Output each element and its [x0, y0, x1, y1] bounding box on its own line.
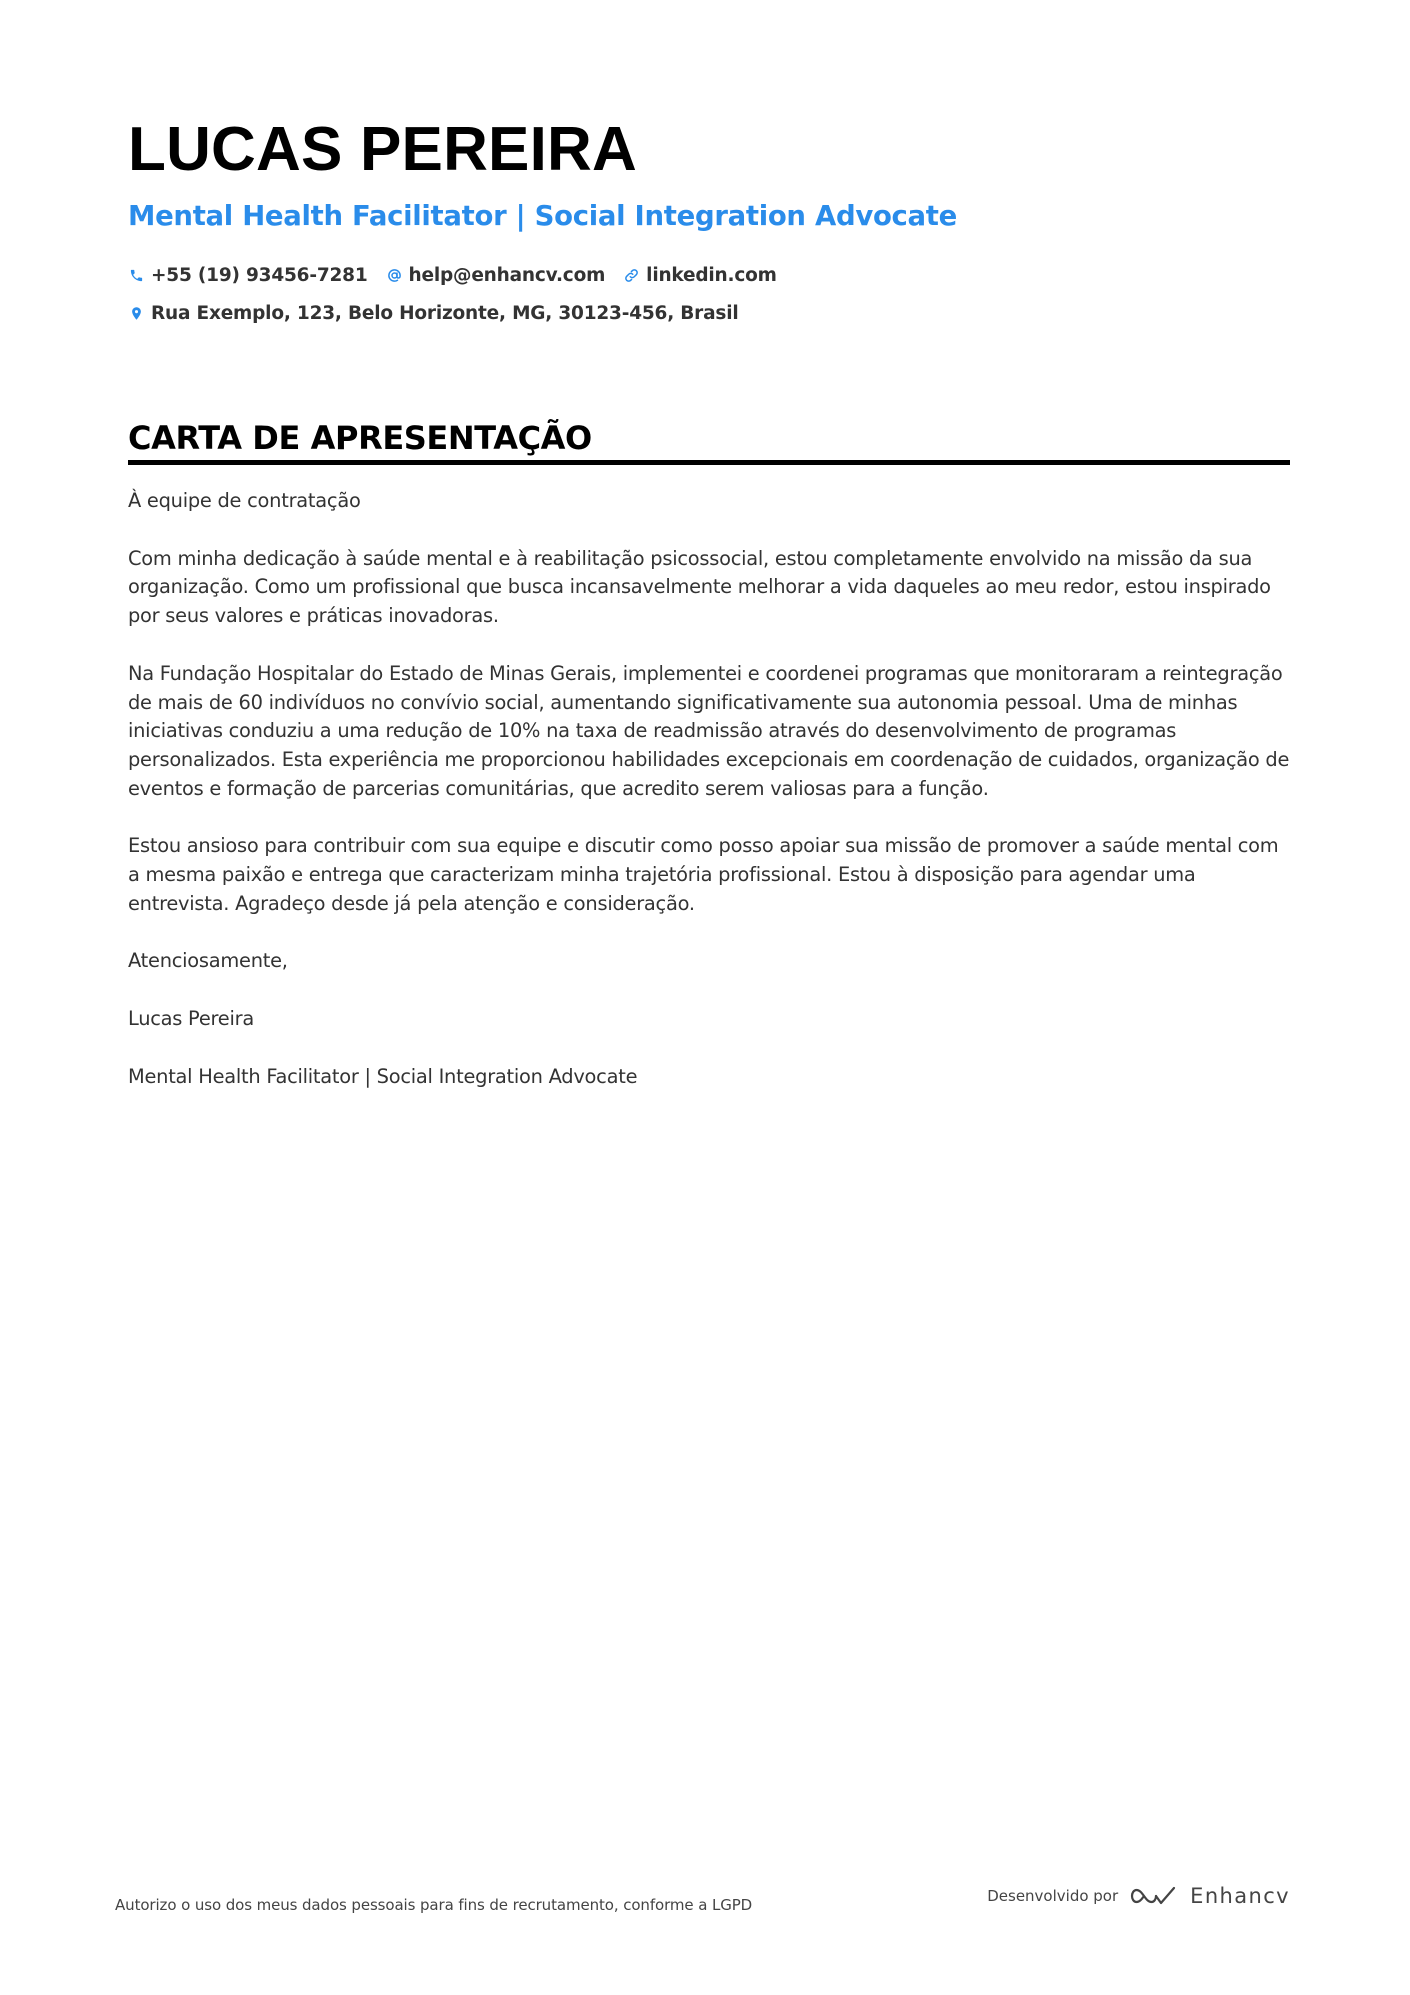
brand-logo[interactable] [1130, 1882, 1290, 1910]
contact-info [128, 256, 1290, 332]
link-text[interactable]: linkedin.com [646, 264, 777, 286]
letter-paragraph-2: Na Fundação Hospitalar do Estado de Minas Gerais, implementei e coordenei programas que monitoraram a reintegração de mais de 60 indivíduos no convívio social, aumentando significativamente sua autonomia pessoal. Uma de minhas iniciativas conduziu a uma redução de 10% na taxa de readmissão através do desenvolvimento de programas personalizados. Esta experiência me proporcionou habilidades excepcionais em coordenação de cuidados, organização de eventos e formação de parcerias comunitárias, que acredito serem valiosas para a função. [128, 661, 1290, 800]
letter-body [128, 487, 1290, 1092]
consent-note: Autorizo o uso dos meus dados pessoais para fins de recrutamento, conforme a LGPD [115, 1896, 753, 1914]
contact-email[interactable] [386, 265, 606, 286]
candidate-title: Mental Health Facilitator | Social Integration Advocate [128, 200, 958, 232]
at-icon [386, 267, 403, 284]
phone-icon [128, 267, 145, 284]
signature-title: Mental Health Facilitator | Social Integration Advocate [128, 1064, 638, 1088]
contact-phone [128, 265, 368, 286]
link-icon [623, 267, 640, 284]
address-text: Rua Exemplo, 123, Belo Horizonte, MG, 30123-456, Brasil [151, 302, 739, 324]
contact-address [128, 303, 738, 324]
location-pin-icon [128, 305, 145, 322]
enhancv-logo-icon [1130, 1882, 1178, 1910]
contact-row-address [128, 294, 1290, 332]
contact-link[interactable] [623, 265, 777, 286]
powered-by[interactable] [987, 1882, 1290, 1910]
letter-greeting: À equipe de contratação [128, 489, 361, 512]
powered-by-label: Desenvolvido por [987, 1887, 1119, 1905]
letter-closing: Atenciosamente, [128, 949, 288, 973]
signature-name: Lucas Pereira [128, 1007, 254, 1031]
cover-letter-page [128, 108, 1290, 1121]
letter-paragraph-1: Com minha dedicação à saúde mental e à reabilitação psicossocial, estou completamente envolvido na missão da sua organização. Como um profissional que busca incansavelmente melhorar a vida daqueles ao meu redor, estou inspirado por seus valores e práticas inovadoras. [128, 546, 1271, 628]
letter-paragraph-3: Estou ansioso para contribuir com sua equipe e discutir como posso apoiar sua missão de promover a saúde mental com a mesma paixão e entrega que caracterizam minha trajetória profissional. Estou à disposição para agendar uma entrevista. Agradeço desde já pela atenção e consideração. [128, 834, 1279, 915]
brand-name: Enhancv [1190, 1884, 1290, 1908]
email-text[interactable]: help@enhancv.com [408, 264, 606, 286]
section-heading: CARTA DE APRESENTAÇÃO [128, 418, 1290, 465]
contact-row-primary [128, 256, 1290, 294]
candidate-name: LUCAS PEREIRA [128, 115, 637, 184]
phone-text: +55 (19) 93456-7281 [151, 264, 368, 286]
